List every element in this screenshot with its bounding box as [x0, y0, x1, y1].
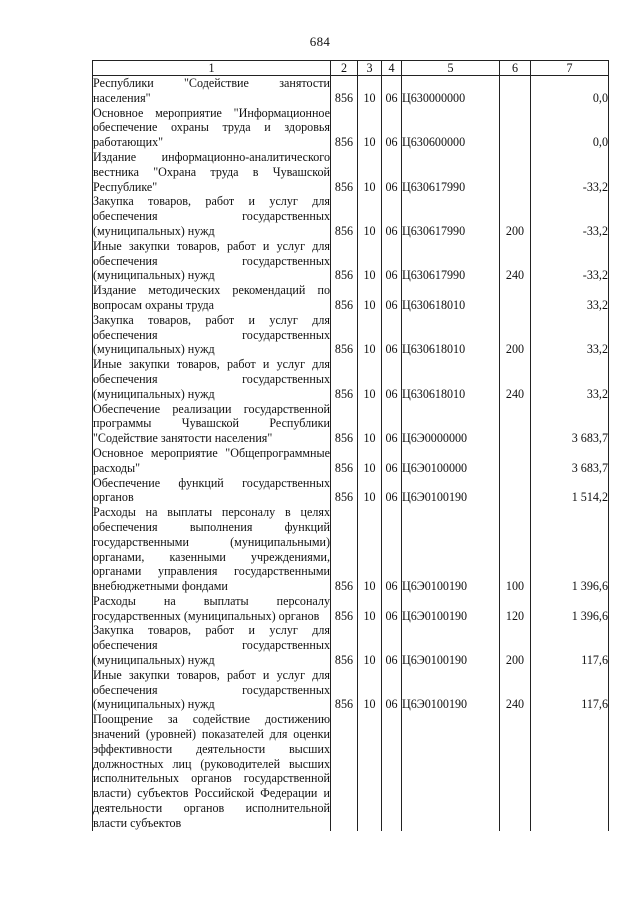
section-code: 10: [358, 594, 382, 624]
amount: 0,0: [531, 106, 609, 150]
target-article-code: Ц6Э0100190: [402, 476, 500, 506]
section-code: 10: [358, 313, 382, 357]
subsection-code: 06: [382, 505, 402, 594]
subsection-code: 06: [382, 239, 402, 283]
subsection-code: 06: [382, 668, 402, 712]
expense-type-code: [500, 446, 531, 476]
amount: 1 396,6: [531, 505, 609, 594]
target-article-code: Ц630000000: [402, 76, 500, 106]
subsection-code: 06: [382, 476, 402, 506]
subsection-code: 06: [382, 357, 402, 401]
column-header: 3: [358, 61, 382, 76]
target-article-code: Ц630618010: [402, 357, 500, 401]
page-number: 684: [309, 34, 331, 49]
target-article-code: Ц6Э0100190: [402, 505, 500, 594]
row-description: Обеспечение реализации государственной программы Чувашской Республики "Содействие занятости населения": [93, 401, 330, 446]
amount: 3 683,7: [531, 446, 609, 476]
target-article-code: Ц630617990: [402, 239, 500, 283]
target-article-code: Ц6Э0100190: [402, 668, 500, 712]
table-row: [93, 239, 609, 283]
amount: 3 683,7: [531, 402, 609, 446]
section-code: 10: [358, 150, 382, 194]
table-row: [93, 623, 609, 667]
table-row: [93, 712, 609, 830]
ministry-code: 856: [331, 357, 358, 401]
expense-type-code: 120: [500, 594, 531, 624]
expense-type-code: 200: [500, 313, 531, 357]
expense-type-code: 200: [500, 194, 531, 238]
amount: [531, 712, 609, 830]
amount: -33,2: [531, 150, 609, 194]
subsection-code: 06: [382, 76, 402, 106]
column-header: 5: [402, 61, 500, 76]
row-description: Основное мероприятие "Общепрограммные расходы": [93, 445, 330, 475]
column-header: 1: [93, 61, 331, 76]
budget-table: [92, 60, 609, 831]
ministry-code: 856: [331, 505, 358, 594]
ministry-code: 856: [331, 150, 358, 194]
target-article-code: Ц6Э0100190: [402, 623, 500, 667]
ministry-code: 856: [331, 594, 358, 624]
amount: 117,6: [531, 668, 609, 712]
section-code: 10: [358, 194, 382, 238]
column-header: 7: [531, 61, 609, 76]
section-code: 10: [358, 668, 382, 712]
table-row: [93, 668, 609, 712]
section-code: [358, 712, 382, 830]
ministry-code: 856: [331, 623, 358, 667]
expense-type-code: [500, 476, 531, 506]
column-number-row: [93, 61, 609, 76]
table-row: [93, 313, 609, 357]
ministry-code: 856: [331, 313, 358, 357]
section-code: 10: [358, 476, 382, 506]
target-article-code: Ц6Э0100190: [402, 594, 500, 624]
table-row: [93, 357, 609, 401]
subsection-code: [382, 712, 402, 830]
table-row: [93, 150, 609, 194]
row-description: Расходы на выплаты персоналу в целях обеспечения выполнения функций государственными (муниципальными) органами, казенными учреждениями, органами управления государственными внебюджетными фондами: [93, 505, 330, 594]
row-description: Издание информационно-аналитического вестника "Охрана труда в Чувашской Республике": [93, 149, 330, 194]
target-article-code: Ц630618010: [402, 313, 500, 357]
row-description: Закупка товаров, работ и услуг для обеспечения государственных (муниципальных) нужд: [93, 312, 330, 357]
ministry-code: 856: [331, 446, 358, 476]
target-article-code: Ц630617990: [402, 194, 500, 238]
section-code: 10: [358, 106, 382, 150]
subsection-code: 06: [382, 150, 402, 194]
target-article-code: Ц6Э0000000: [402, 402, 500, 446]
section-code: 10: [358, 446, 382, 476]
row-description: Обеспечение функций государственных органов: [93, 475, 330, 505]
table-row: [93, 402, 609, 446]
row-description: Иные закупки товаров, работ и услуг для обеспечения государственных (муниципальных) нужд: [93, 238, 330, 283]
table-row: [93, 194, 609, 238]
amount: 1 396,6: [531, 594, 609, 624]
ministry-code: 856: [331, 106, 358, 150]
row-description: Закупка товаров, работ и услуг для обеспечения государственных (муниципальных) нужд: [93, 623, 330, 668]
expense-type-code: 100: [500, 505, 531, 594]
target-article-code: Ц630600000: [402, 106, 500, 150]
table-row: [93, 283, 609, 313]
amount: 0,0: [531, 76, 609, 106]
amount: 117,6: [531, 623, 609, 667]
amount: 33,2: [531, 283, 609, 313]
expense-type-code: [500, 106, 531, 150]
target-article-code: Ц630617990: [402, 150, 500, 194]
expense-type-code: 240: [500, 668, 531, 712]
row-description: Расходы на выплаты персоналу государственных (муниципальных) органов: [93, 593, 330, 623]
expense-type-code: [500, 150, 531, 194]
column-header: 2: [331, 61, 358, 76]
subsection-code: 06: [382, 594, 402, 624]
ministry-code: 856: [331, 194, 358, 238]
expense-type-code: [500, 283, 531, 313]
table-row: [93, 76, 609, 106]
subsection-code: 06: [382, 446, 402, 476]
table-row: [93, 106, 609, 150]
subsection-code: 06: [382, 283, 402, 313]
table-row: [93, 446, 609, 476]
expense-type-code: [500, 712, 531, 830]
row-description: Иные закупки товаров, работ и услуг для обеспечения государственных (муниципальных) нужд: [93, 667, 330, 712]
table-row: [93, 476, 609, 506]
column-header: 6: [500, 61, 531, 76]
subsection-code: 06: [382, 106, 402, 150]
amount: -33,2: [531, 239, 609, 283]
column-header: 4: [382, 61, 402, 76]
target-article-code: [402, 712, 500, 830]
expense-type-code: [500, 402, 531, 446]
ministry-code: 856: [331, 402, 358, 446]
subsection-code: 06: [382, 194, 402, 238]
ministry-code: 856: [331, 76, 358, 106]
ministry-code: [331, 712, 358, 830]
subsection-code: 06: [382, 623, 402, 667]
target-article-code: Ц630618010: [402, 283, 500, 313]
expense-type-code: [500, 76, 531, 106]
ministry-code: 856: [331, 283, 358, 313]
amount: 1 514,2: [531, 476, 609, 506]
expense-type-code: 240: [500, 239, 531, 283]
amount: 33,2: [531, 313, 609, 357]
subsection-code: 06: [382, 313, 402, 357]
expense-type-code: 240: [500, 357, 531, 401]
ministry-code: 856: [331, 668, 358, 712]
target-article-code: Ц6Э0100000: [402, 446, 500, 476]
row-description: Издание методических рекомендаций по вопросам охраны труда: [93, 283, 330, 312]
section-code: 10: [358, 239, 382, 283]
section-code: 10: [358, 402, 382, 446]
row-description: Республики "Содействие занятости населения": [93, 76, 330, 105]
expense-type-code: 200: [500, 623, 531, 667]
row-description: Поощрение за содействие достижению значений (уровней) показателей для оценки эффективности деятельности высших должностных лиц (руководителей высших исполнительных органов государственной власти) субъектов Российской Федерации и деятельности органов исполнительной власти субъектов: [93, 712, 330, 830]
subsection-code: 06: [382, 402, 402, 446]
row-description: Закупка товаров, работ и услуг для обеспечения государственных (муниципальных) нужд: [93, 194, 330, 238]
section-code: 10: [358, 283, 382, 313]
ministry-code: 856: [331, 239, 358, 283]
amount: -33,2: [531, 194, 609, 238]
section-code: 10: [358, 357, 382, 401]
table-row: [93, 594, 609, 624]
row-description: Иные закупки товаров, работ и услуг для обеспечения государственных (муниципальных) нужд: [93, 357, 330, 401]
ministry-code: 856: [331, 476, 358, 506]
row-description: Основное мероприятие "Информационное обеспечение охраны труда и здоровья работающих": [93, 105, 330, 150]
table-row: [93, 505, 609, 594]
amount: 33,2: [531, 357, 609, 401]
section-code: 10: [358, 623, 382, 667]
section-code: 10: [358, 505, 382, 594]
section-code: 10: [358, 76, 382, 106]
